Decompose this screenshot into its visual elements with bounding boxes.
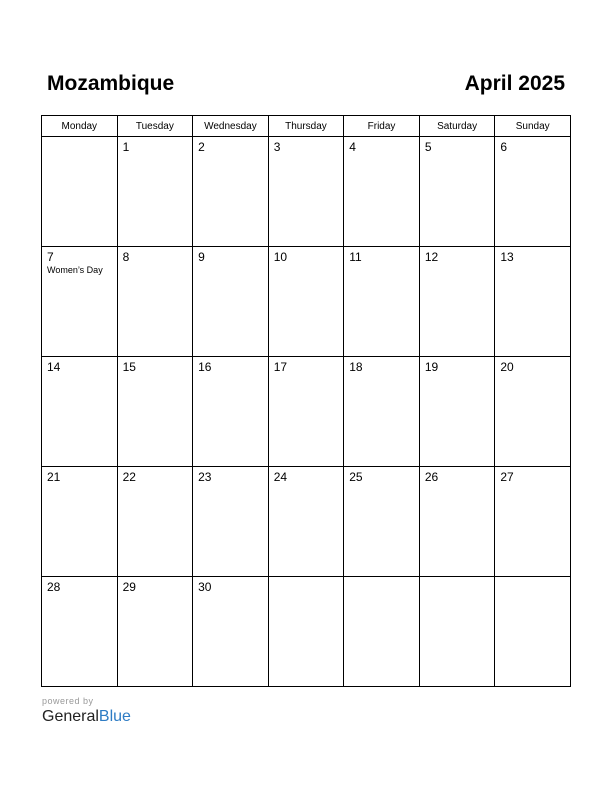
day-number: 6 [500,140,508,154]
day-number: 2 [198,140,205,154]
weekday-header-row [42,116,571,137]
day-cell [495,467,571,577]
weekday-sunday: Sunday [495,116,571,137]
week-row-3 [42,357,571,467]
day-number: 30 [198,580,212,594]
day-number: 22 [122,470,136,484]
day-cell [419,247,495,357]
weekday-saturday: Saturday [419,116,495,137]
day-cell [193,137,269,247]
day-number: 7 [47,250,54,264]
weekday-thursday: Thursday [268,116,344,137]
day-cell [419,357,495,467]
day-number [344,577,419,580]
day-number: 5 [424,140,432,154]
day-number [269,577,344,580]
day-cell [268,467,344,577]
day-cell [117,577,193,687]
day-number: 28 [47,580,61,594]
day-number: 10 [273,250,288,264]
day-number: 17 [273,360,288,374]
day-number [420,577,495,580]
day-cell [495,137,571,247]
day-cell [344,247,420,357]
weekday-monday: Monday [42,116,118,137]
day-number: 26 [424,470,439,484]
day-number [42,137,117,140]
day-cell [42,247,118,357]
month-year-title: April 2025 [464,72,565,95]
weekday-tuesday: Tuesday [117,116,193,137]
day-cell [419,467,495,577]
country-title: Mozambique [47,72,175,95]
day-cell [344,467,420,577]
day-cell [193,357,269,467]
day-cell [193,577,269,687]
powered-by-text: powered by [42,696,94,706]
generalblue-logo[interactable] [42,707,131,727]
day-cell [268,137,344,247]
day-number: 27 [500,470,514,484]
footer-branding [42,696,131,727]
day-number: 20 [500,360,514,374]
day-cell [42,467,118,577]
weekday-wednesday: Wednesday [193,116,269,137]
day-number: 18 [349,360,363,374]
day-cell [419,137,495,247]
day-cell [42,577,118,687]
day-cell [495,577,571,687]
holiday-label: Women’s Day [47,265,103,275]
day-number: 24 [273,470,288,484]
day-number: 25 [349,470,363,484]
day-cell [268,577,344,687]
day-number: 15 [122,360,136,374]
day-cell [117,357,193,467]
brand-blue-text: Blue [98,708,131,725]
day-number: 11 [349,250,362,264]
day-number: 8 [122,250,130,264]
day-cell [42,357,118,467]
day-cell [344,137,420,247]
calendar-grid [41,115,571,687]
day-cell [344,577,420,687]
day-number: 29 [122,580,136,594]
week-row-4 [42,467,571,577]
day-cell [117,247,193,357]
day-cell [419,577,495,687]
day-cell [193,247,269,357]
weekday-friday: Friday [344,116,420,137]
day-number: 9 [198,250,205,264]
day-cell [268,357,344,467]
brand-general-text: General [42,708,99,725]
week-row-1 [42,137,571,247]
day-cell [117,467,193,577]
day-number: 16 [198,360,212,374]
day-cell [268,247,344,357]
day-number: 3 [273,140,281,154]
day-number: 19 [424,360,439,374]
day-number: 13 [500,250,514,264]
day-number: 21 [47,470,61,484]
week-row-5 [42,577,571,687]
day-number: 23 [198,470,212,484]
day-cell [42,137,118,247]
day-number: 12 [424,250,439,264]
day-number: 14 [47,360,61,374]
day-number: 4 [349,140,356,154]
day-cell [495,247,571,357]
day-cell [117,137,193,247]
day-cell [495,357,571,467]
day-number [495,577,570,580]
week-row-2 [42,247,571,357]
day-cell [193,467,269,577]
day-number: 1 [122,140,130,154]
day-cell [344,357,420,467]
